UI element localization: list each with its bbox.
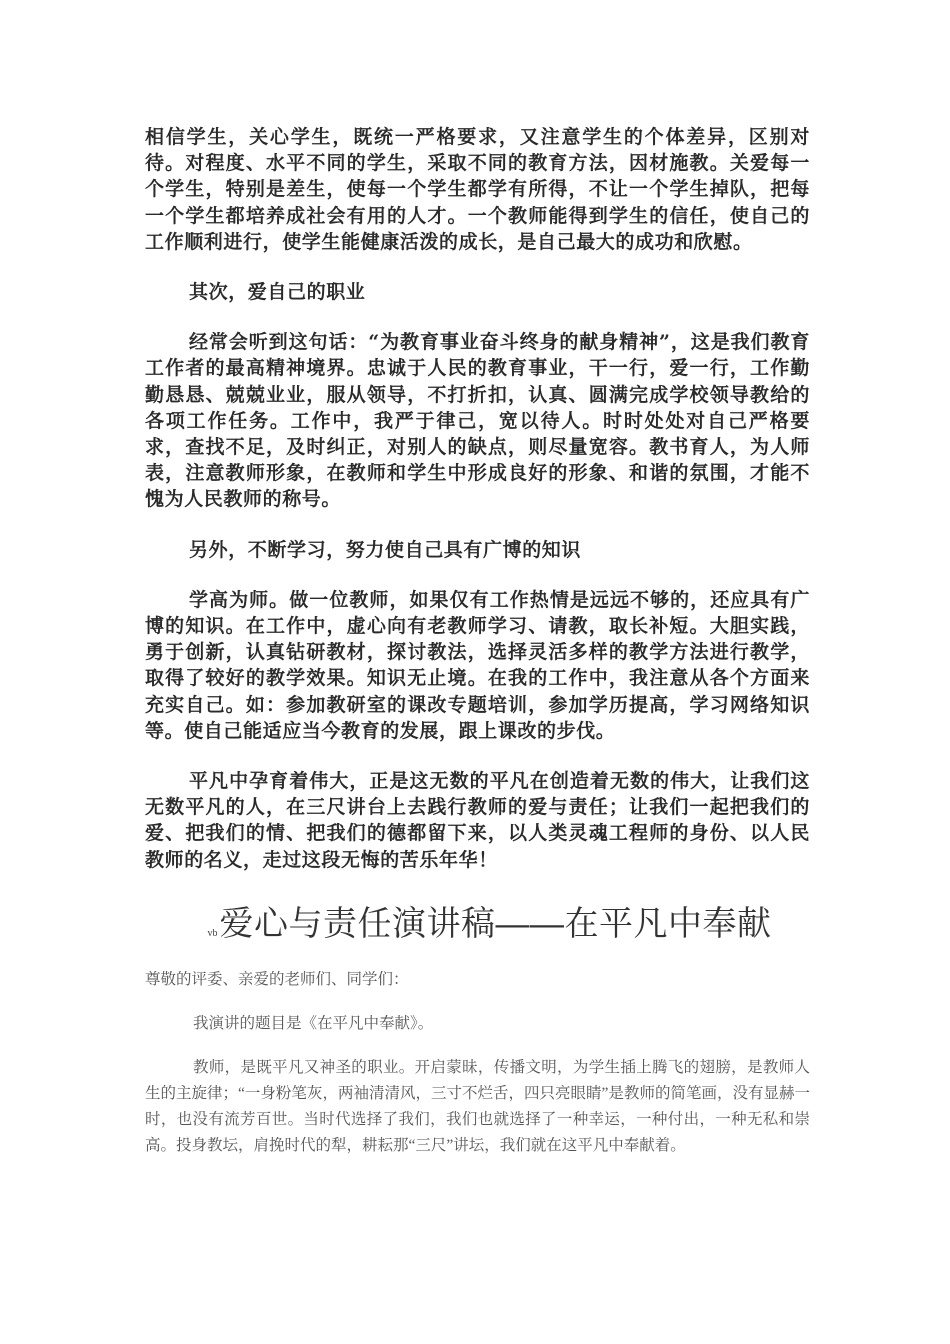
- title-prefix: vb: [207, 927, 218, 939]
- title-text: 爱心与责任演讲稿——在平凡中奉献: [219, 904, 772, 943]
- paragraph: 相信学生，关心学生，既统一严格要求，又注意学生的个体差异，区别对待。对程度、水平不同的学生，采取不同的教育方法，因材施教。关爱每一个学生，特别是差生，使每一个学生都学有所得，不让一个学生掉队，把每一个学生都培养成社会有用的人才。一个教师能得到学生的信任，使自己的工作顺利进行，使学生能健康活泼的成长，是自己最大的成功和欣慰。: [145, 126, 810, 253]
- speech-title: [145, 893, 810, 945]
- paragraph: 经常会听到这句话：“为教育事业奋斗终身的献身精神”，这是我们教育工作者的最高精神境界。忠诚于人民的教育事业，干一行，爱一行，工作勤勤恳恳、兢兢业业，服从领导，不打折扣，认真、圆满完成学校领导教给的各项工作任务。工作中，我严于律己，宽以待人。时时处处对自己严格要求，查找不足，及时纠正，对别人的缺点，则尽量宽容。教书育人，为人师表，注意教师形象，在教师和学生中形成良好的形象、和谐的氛围，才能不愧为人民教师的称号。: [145, 331, 810, 511]
- paragraph: 我演讲的题目是《在平凡中奉献》。: [193, 1014, 434, 1032]
- speech-body: [145, 967, 810, 1159]
- paragraph: 学高为师。做一位教师，如果仅有工作热情是远远不够的，还应具有广博的知识。在工作中，虚心向有老教师学习、请教，取长补短。大胆实践，勇于创新，认真钻研教材，探讨教法，选择灵活多样的教学方法进行教学，取得了较好的教学效果。知识无止境。在我的工作中，我注意从各个方面来充实自己。如：参加教研室的课改专题培训，参加学历提高，学习网络知识等。使自己能适应当今教育的发展，跟上课改的步伐。: [145, 588, 810, 742]
- paragraph: 教师，是既平凡又神圣的职业。开启蒙昧，传播文明，为学生插上腾飞的翅膀，是教师人生的主旋律；“一身粉笔灰，两袖清清风，三寸不烂舌，四只亮眼睛”是教师的简笔画，没有显赫一时，也没有流芳百世。当时代选择了我们，我们也就选择了一种幸运，一种付出，一种无私和崇高。投身教坛，肩挽时代的犁，耕耘那“三尺”讲坛，我们就在这平凡中奉献着。: [145, 1058, 810, 1154]
- essay-body: [145, 124, 810, 873]
- salutation: 尊敬的评委、亲爱的老师们、同学们：: [145, 970, 409, 988]
- document-page: [145, 124, 810, 1159]
- section-heading: 另外，不断学习，努力使自己具有广博的知识: [189, 538, 582, 561]
- section-heading: 其次，爱自己的职业: [189, 281, 366, 304]
- paragraph: 平凡中孕育着伟大，正是这无数的平凡在创造着无数的伟大，让我们这无数平凡的人，在三尺讲台上去践行教师的爱与责任；让我们一起把我们的爱、把我们的情、把我们的德都留下来，以人类灵魂工程师的身份、以人民教师的名义，走过这段无悔的苦乐年华！: [145, 770, 810, 871]
